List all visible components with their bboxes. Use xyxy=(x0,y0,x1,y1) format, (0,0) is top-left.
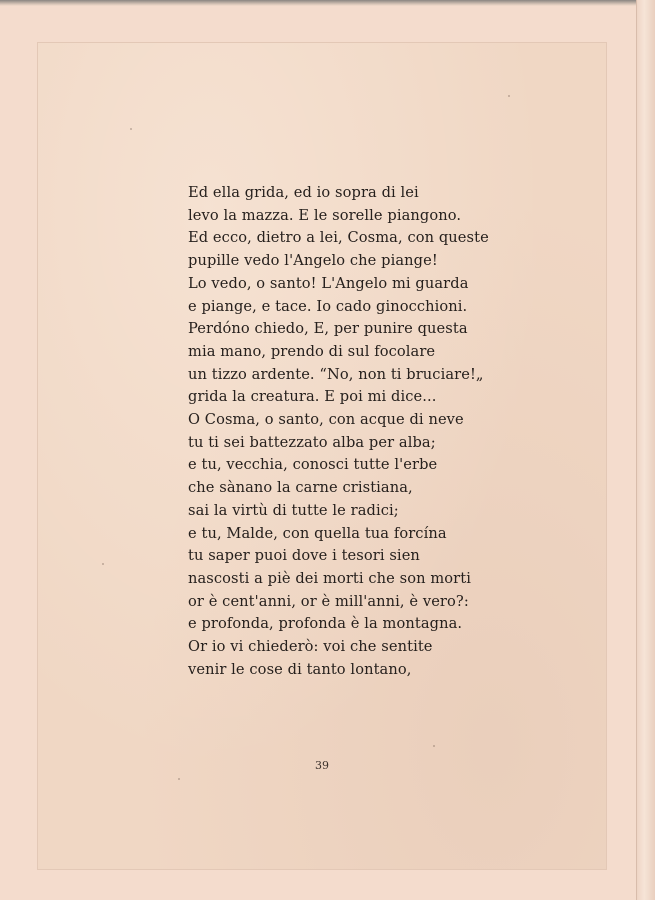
poem-line: levo la mazza. E le sorelle piangono. xyxy=(188,206,462,224)
poem-line: pupille vedo l'Angelo che piange! xyxy=(188,252,438,270)
paper-speck xyxy=(508,95,510,97)
poem-line: venir le cose di tanto lontano, xyxy=(188,660,412,678)
poem-line: nascosti a piè dei morti che son morti xyxy=(188,569,471,587)
poem-line: or è cent'anni, or è mill'anni, è vero?: xyxy=(188,592,469,610)
paper-speck xyxy=(178,778,180,780)
poem-line: grida la creatura. E poi mi dice... xyxy=(188,388,437,406)
poem-line: e tu, vecchia, conosci tutte l'erbe xyxy=(188,456,438,474)
paper-speck xyxy=(433,745,435,747)
right-page-fold xyxy=(636,0,655,900)
poem-line: O Cosma, o santo, con acque di neve xyxy=(188,411,464,429)
poem-line: mia mano, prendo di sul focolare xyxy=(188,342,436,360)
poem-line: Ed ella grida, ed io sopra di lei xyxy=(188,184,419,201)
poem-line: Or io vi chiederò: voi che sentite xyxy=(188,638,433,656)
poem-line: e profonda, profonda è la montagna. xyxy=(188,615,463,633)
poem-line: Ed ecco, dietro a lei, Cosma, con queste xyxy=(188,229,489,247)
poem-line: tu saper puoi dove i tesori sien xyxy=(188,547,420,565)
paper-speck xyxy=(130,128,132,130)
scanner-edge-shadow xyxy=(0,0,655,6)
poem-line: e tu, Malde, con quella tua forcína xyxy=(188,524,447,542)
book-page xyxy=(38,43,606,869)
poem-text xyxy=(188,182,489,681)
poem-line: Lo vedo, o santo! L'Angelo mi guarda xyxy=(188,274,469,292)
poem-line: tu ti sei battezzato alba per alba; xyxy=(188,433,436,451)
poem-line: e piange, e tace. Io cado ginocchioni. xyxy=(188,297,468,315)
poem-line: un tizzo ardente. “No, non ti bruciare!„ xyxy=(188,365,484,383)
poem-line: Perdóno chiedo, E, per punire questa xyxy=(188,320,468,338)
paper-speck xyxy=(102,563,104,565)
poem-line: sai la virtù di tutte le radici; xyxy=(188,501,399,519)
page-number: 39 xyxy=(315,759,329,772)
poem-line: che sànano la carne cristiana, xyxy=(188,479,413,497)
